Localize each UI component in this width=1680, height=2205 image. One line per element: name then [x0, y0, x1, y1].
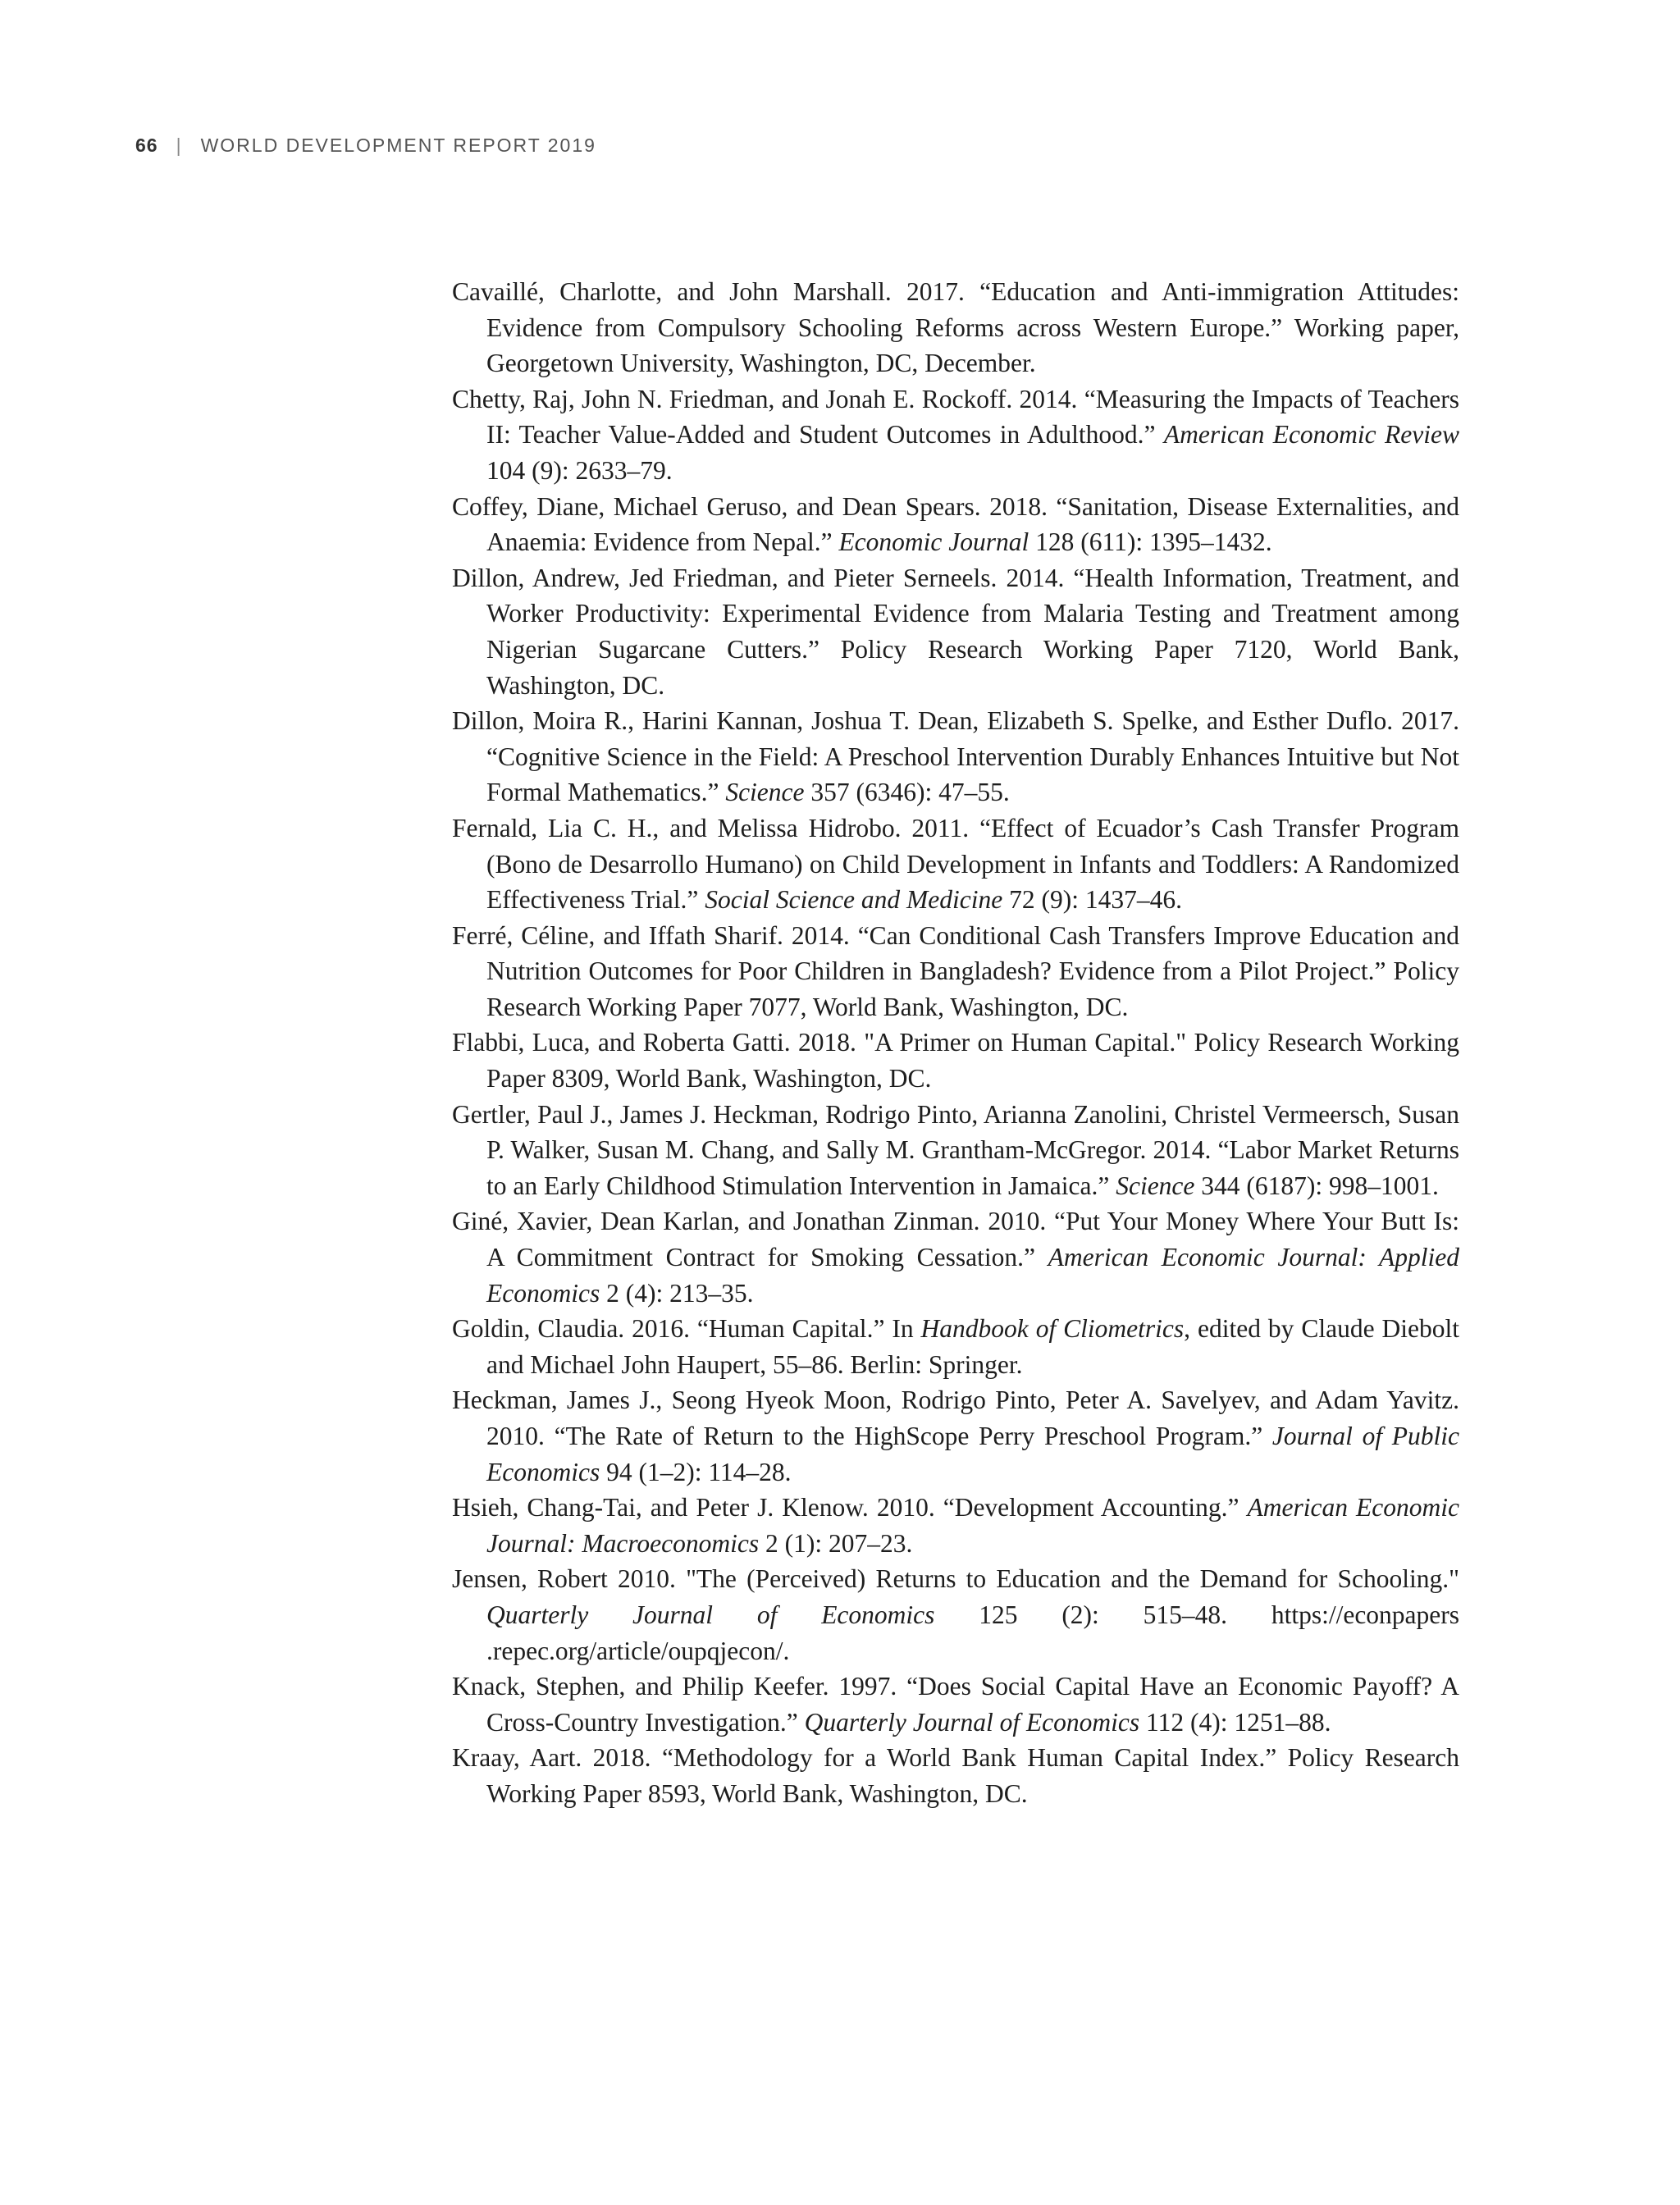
- reference-text: Chetty, Raj, John N. Friedman, and Jonah E. Rockoff. 2014. “Measuring the Impacts of Teachers II: Teacher Value-Added and Student Outcomes in Adulthood.”: [452, 384, 1459, 450]
- reference-citation: 2 (4): 213–35.: [600, 1278, 754, 1308]
- page-number: 66: [135, 135, 158, 156]
- reference-journal: Journal of Public Economics: [486, 1422, 1459, 1486]
- reference-text: Coffey, Diane, Michael Geruso, and Dean Spears. 2018. “Sanitation, Disease Externalities, and Anaemia: Evidence from Nepal.”: [452, 491, 1459, 557]
- reference-journal: Science: [725, 778, 805, 807]
- reference-text: Goldin, Claudia. 2016. “Human Capital.” In: [452, 1314, 921, 1344]
- reference-journal: American Economic Journal: Macroeconomics: [486, 1493, 1459, 1558]
- reference-entry: [452, 489, 1459, 560]
- reference-text: Cavaillé, Charlotte, and John Marshall. 2017. “Education and Anti-immigration Attitudes: Evidence from Compulsory Schooling Reforms across Western Europe.” Working paper, Georgetown University, Washington, DC, December.: [452, 277, 1459, 378]
- reference-journal: American Economic Journal: Applied Economics: [486, 1243, 1459, 1308]
- reference-text: Dillon, Andrew, Jed Friedman, and Pieter Serneels. 2014. “Health Information, Treatment, and Worker Productivity: Experimental Evidence from Malaria Testing and Treatment among Nigerian Sugarcane Cutters.” Policy Research Working Paper 7120, World Bank, Washington, DC.: [452, 563, 1459, 700]
- reference-entry: [452, 1490, 1459, 1561]
- reference-citation: , edited by Claude Diebolt and Michael John Haupert, 55–86. Berlin: Springer.: [486, 1314, 1459, 1379]
- header-separator: |: [176, 135, 183, 156]
- reference-text: Heckman, James J., Seong Hyeok Moon, Rodrigo Pinto, Peter A. Savelyev, and Adam Yavitz. 2010. “The Rate of Return to the HighScope Perry Preschool Program.”: [452, 1386, 1459, 1450]
- reference-journal: Economic Journal: [838, 527, 1029, 557]
- reference-citation: 112 (4): 1251–88.: [1139, 1707, 1331, 1737]
- reference-text: Ferré, Céline, and Iffath Sharif. 2014. “Can Conditional Cash Transfers Improve Education and Nutrition Outcomes for Poor Children in Bangladesh? Evidence from a Pilot Project.” Policy Research Working Paper 7077, World Bank, Washington, DC.: [452, 920, 1459, 1021]
- reference-text: Gertler, Paul J., James J. Heckman, Rodrigo Pinto, Arianna Zanolini, Christel Vermeersch, Susan P. Walker, Susan M. Chang, and Sally M. Grantham-McGregor. 2014. “Labor Market Returns to an Early Childhood Stimulation Intervention in Jamaica.”: [452, 1099, 1459, 1200]
- reference-citation: 104 (9): 2633–79.: [486, 455, 673, 485]
- reference-journal: American Economic Review: [1163, 420, 1459, 450]
- reference-text: Jensen, Robert 2010. "The (Perceived) Returns to Education and the Demand for Schooling.": [452, 1564, 1459, 1594]
- reference-text: Dillon, Moira R., Harini Kannan, Joshua T. Dean, Elizabeth S. Spelke, and Esther Duflo. 2017. “Cognitive Science in the Field: A Preschool Intervention Durably Enhances Intuitive but Not Formal Mathematics.”: [452, 706, 1459, 807]
- reference-text: Giné, Xavier, Dean Karlan, and Jonathan Zinman. 2010. “Put Your Money Where Your Butt Is: A Commitment Contract for Smoking Cessation.”: [452, 1207, 1459, 1272]
- reference-text: Flabbi, Luca, and Roberta Gatti. 2018. "A Primer on Human Capital." Policy Research Working Paper 8309, World Bank, Washington, DC.: [452, 1028, 1459, 1093]
- running-header: [135, 135, 596, 157]
- report-title: WORLD DEVELOPMENT REPORT 2019: [200, 135, 596, 156]
- reference-citation: 128 (611): 1395–1432.: [1029, 527, 1272, 557]
- reference-entry: [452, 1740, 1459, 1811]
- reference-entry: [452, 1025, 1459, 1096]
- reference-entry: [452, 381, 1459, 489]
- reference-citation: 357 (6346): 47–55.: [804, 778, 1010, 807]
- reference-citation: 72 (9): 1437–46.: [1002, 885, 1182, 915]
- reference-text: Hsieh, Chang-Tai, and Peter J. Klenow. 2010. “Development Accounting.”: [452, 1493, 1248, 1522]
- reference-citation: 94 (1–2): 114–28.: [600, 1457, 792, 1486]
- reference-journal: Science: [1116, 1171, 1195, 1200]
- reference-entry: [452, 274, 1459, 381]
- reference-text: Fernald, Lia C. H., and Melissa Hidrobo. 2011. “Effect of Ecuador’s Cash Transfer Program (Bono de Desarrollo Humano) on Child Development in Infants and Toddlers: A Randomized Effectiveness Trial.”: [452, 813, 1459, 915]
- reference-text: Knack, Stephen, and Philip Keefer. 1997. “Does Social Capital Have an Economic Payoff? A Cross-Country Investigation.”: [452, 1672, 1459, 1737]
- reference-list: [452, 274, 1459, 1812]
- reference-entry: [452, 1311, 1459, 1382]
- reference-journal: Quarterly Journal of Economics: [486, 1600, 935, 1629]
- reference-text: Kraay, Aart. 2018. “Methodology for a World Bank Human Capital Index.” Policy Research Working Paper 8593, World Bank, Washington, DC.: [452, 1743, 1459, 1808]
- reference-citation: 344 (6187): 998–1001.: [1194, 1171, 1439, 1200]
- reference-entry: [452, 703, 1459, 810]
- reference-journal: Handbook of Cliometrics: [920, 1314, 1185, 1344]
- reference-entry: [452, 918, 1459, 1025]
- reference-entry: [452, 1669, 1459, 1740]
- reference-journal: Social Science and Medicine: [705, 885, 1003, 915]
- reference-journal: Quarterly Journal of Economics: [804, 1707, 1140, 1737]
- reference-entry: [452, 1097, 1459, 1204]
- reference-entry: [452, 1203, 1459, 1311]
- reference-citation: 2 (1): 207–23.: [759, 1528, 913, 1558]
- reference-entry: [452, 1382, 1459, 1490]
- reference-citation: 125 (2): 515–48. https://econpapers .repec.org/article/oupqjecon/.: [486, 1600, 1460, 1665]
- reference-entry: [452, 1561, 1459, 1669]
- reference-entry: [452, 810, 1459, 918]
- reference-entry: [452, 560, 1459, 703]
